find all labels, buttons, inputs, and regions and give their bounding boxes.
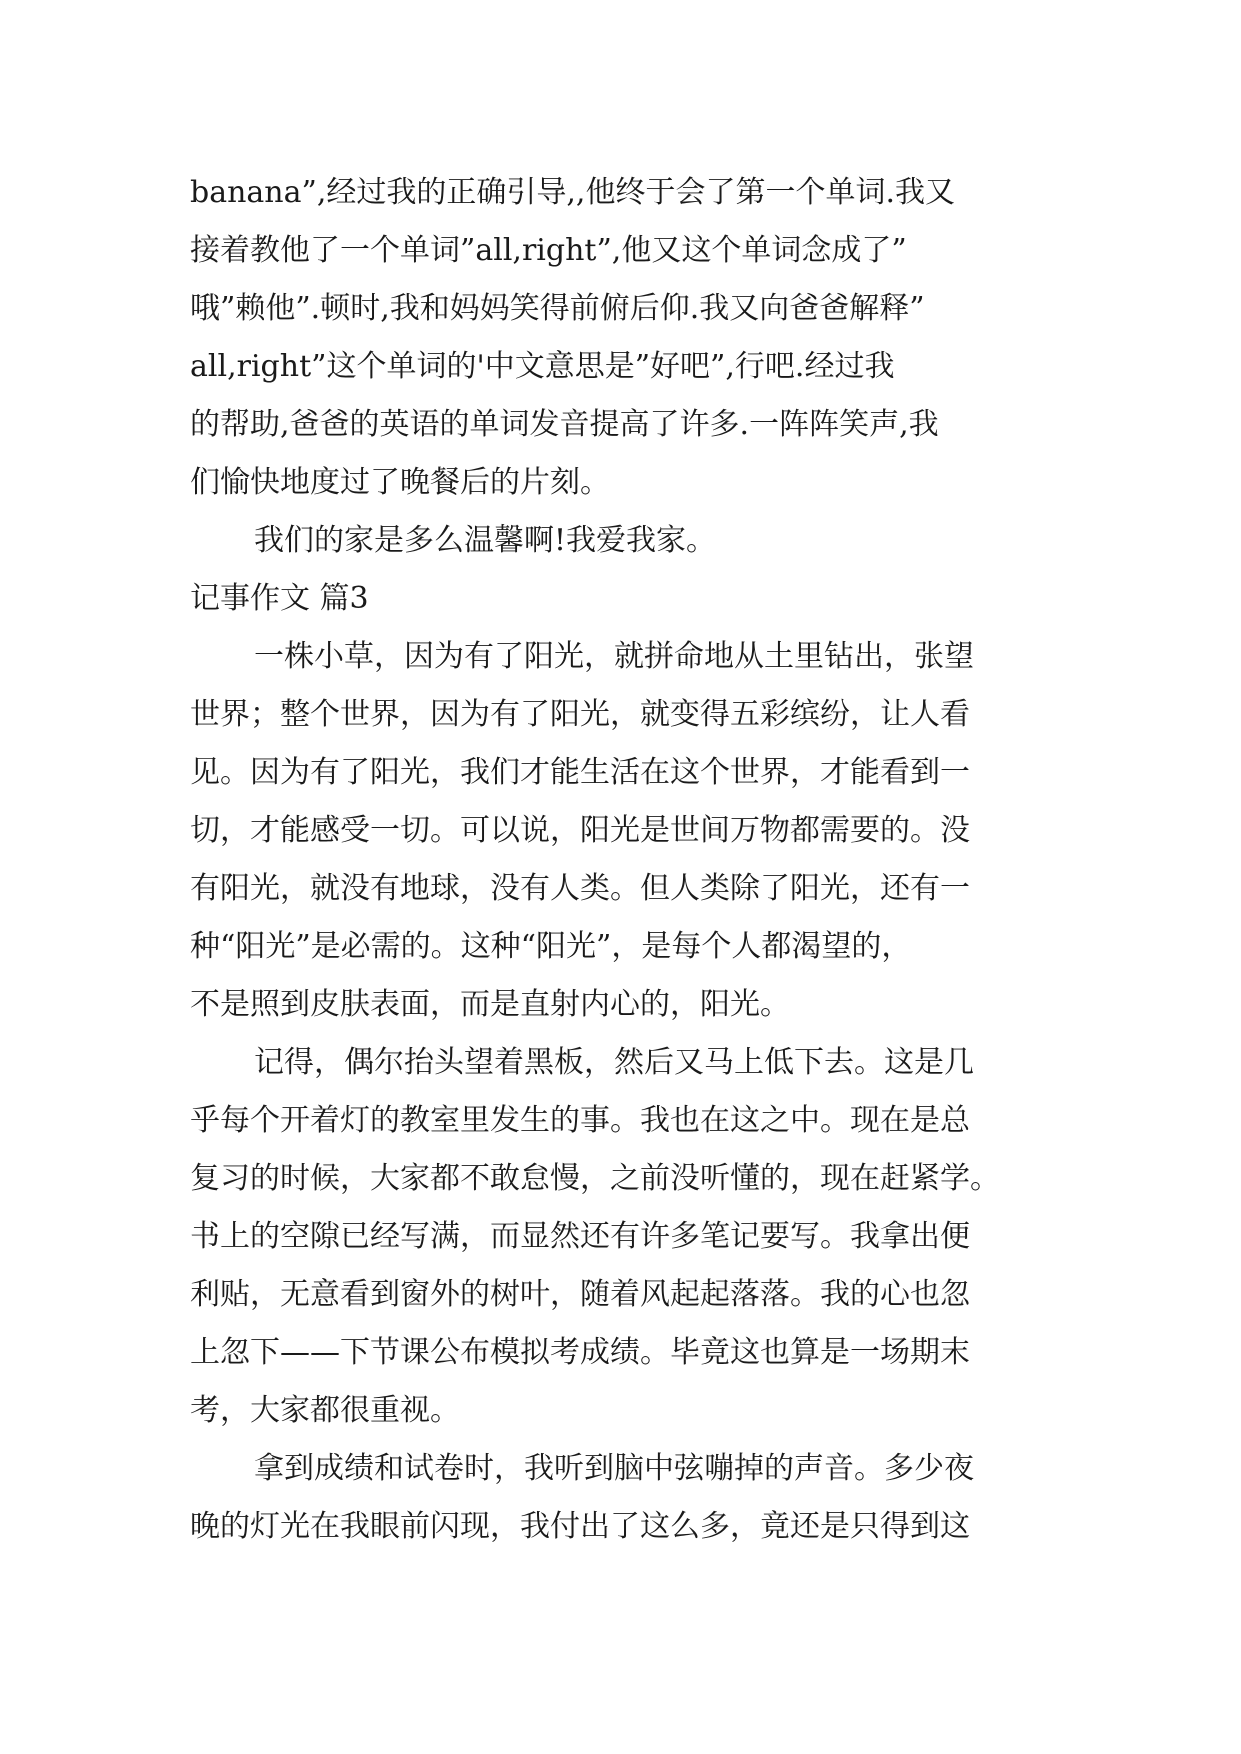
text-line: 复习的时候，大家都不敢怠慢，之前没听懂的，现在赶紧学。 <box>190 1161 1000 1196</box>
text-line: 们愉快地度过了晚餐后的片刻。 <box>190 465 610 500</box>
text-line: 的帮助,爸爸的英语的单词发音提高了许多.一阵阵笑声,我 <box>190 407 939 442</box>
text-line: 考，大家都很重视。 <box>190 1393 460 1428</box>
text-line: 切，才能感受一切。可以说，阳光是世间万物都需要的。没 <box>190 813 970 848</box>
text-line: all,right”这个单词的'中文意思是”好吧”,行吧.经过我 <box>190 349 895 384</box>
text-line: 乎每个开着灯的教室里发生的事。我也在这之中。现在是总 <box>190 1103 970 1138</box>
text-line: 接着教他了一个单词”all,right”,他又这个单词念成了” <box>190 233 907 268</box>
paragraph-line: 一株小草，因为有了阳光，就拼命地从土里钻出，张望 <box>254 639 974 674</box>
paragraph-line: 记得，偶尔抬头望着黑板，然后又马上低下去。这是几 <box>254 1045 974 1080</box>
text-line: 晚的灯光在我眼前闪现，我付出了这么多，竟还是只得到这 <box>190 1509 970 1544</box>
paragraph-line: 拿到成绩和试卷时，我听到脑中弦嘣掉的声音。多少夜 <box>254 1451 974 1486</box>
document-page <box>190 164 1060 1556</box>
text-line: 上忽下——下节课公布模拟考成绩。毕竟这也算是一场期末 <box>190 1335 970 1370</box>
text-line: 书上的空隙已经写满，而显然还有许多笔记要写。我拿出便 <box>190 1219 970 1254</box>
text-line: 利贴，无意看到窗外的树叶，随着风起起落落。我的心也忽 <box>190 1277 970 1312</box>
text-line: 有阳光，就没有地球，没有人类。但人类除了阳光，还有一 <box>190 871 970 906</box>
text-line: 见。因为有了阳光，我们才能生活在这个世界，才能看到一 <box>190 755 970 790</box>
paragraph-line: 我们的家是多么温馨啊!我爱我家。 <box>254 523 717 558</box>
text-line: 世界；整个世界，因为有了阳光，就变得五彩缤纷，让人看 <box>190 697 970 732</box>
text-line: banana”,经过我的正确引导,,他终于会了第一个单词.我又 <box>190 175 955 210</box>
section-heading: 记事作文 篇3 <box>190 581 369 616</box>
text-line: 哦”赖他”.顿时,我和妈妈笑得前俯后仰.我又向爸爸解释” <box>190 291 925 326</box>
text-line: 不是照到皮肤表面，而是直射内心的，阳光。 <box>190 987 790 1022</box>
text-line: 种“阳光”是必需的。这种“阳光”，是每个人都渴望的， <box>190 929 912 964</box>
